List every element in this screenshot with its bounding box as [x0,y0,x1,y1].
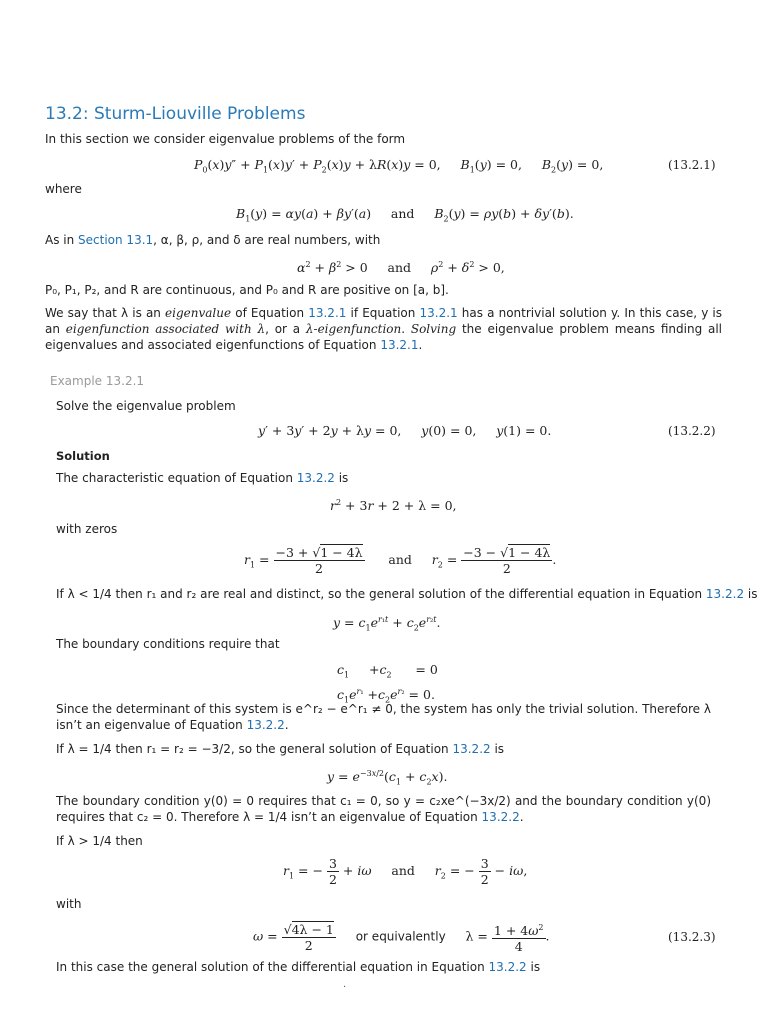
case-one-text: If λ < 1/4 then r₁ and r₂ are real and distinct, so the general solution of the differential equation in Equation 13.2.2 is [56,587,758,601]
equation-13-2-2: y′ + 3y′ + 2y + λy = 0, y(0) = 0, y(1) = 0. [258,423,552,438]
eq-13-2-1-link-a[interactable]: 13.2.1 [308,306,347,320]
as-in-text [45,232,380,248]
equation-number-1: (13.2.1) [668,158,716,172]
as-in-suffix: , α, β, ρ, and δ are real numbers, with [153,233,381,247]
equation-13-2-3: ω = $\frac{√4\lambda - 1}{2}$ or equivalently λ = $\frac{1 + 4\omega^2}{4}$ . [253,921,550,955]
equation-number-2: (13.2.2) [668,424,716,438]
section-13-1-link[interactable]: Section 13.1 [78,233,154,247]
last-paragraph: In this case the general solution of the differential equation in Equation 13.2.2 is [56,960,541,974]
intro-text: In this section we consider eigenvalue problems of the form [45,132,406,146]
page-title: 13.2: Sturm-Liouville Problems [45,104,306,124]
general-solution-repeated: $y = e^{-3x/2}(c_1 + c_2x)$. [327,769,448,787]
solution-heading: Solution [56,449,110,463]
definition-paragraph: We say that λ is an eigenvalue of Equation 13.2.1 if Equation 13.2.1 has a nontrivial solution y. In this case, y is an eigenfunction associated with λ, or a λ-eigenfunction. Solving the eigenvalue problem means finding all eigenvalues and associated eigenfunctions of Equation 13.2.1. [45,306,723,352]
eq-13-2-1-link-c[interactable]: 13.2.1 [380,338,419,352]
with-zeros-text: with zeros [56,522,118,536]
with-text: with [56,897,82,911]
boundary-system: $c_1$ $+c_2$ = 0 $c_1e^{r_1} +c_2e^{r_2} = 0$. [337,662,438,705]
case-three-text: If λ > 1/4 then [56,834,143,848]
as-in-prefix: As in [45,233,79,247]
equation-13-2-1: $P_0(x)y'' + P_1(x)y' + P_2(x)y + \lambda R(x)y = 0$, $B_1(y) = 0$, $B_2(y) = 0$, [194,157,604,175]
boundary-require-text: The boundary conditions require that [56,637,280,651]
eq-13-2-2-link-b[interactable]: 13.2.2 [705,587,745,601]
example-label: Example 13.2.1 [50,374,145,388]
solve-text: Solve the eigenvalue problem [56,399,236,413]
characteristic-equation: $r^2 + 3r + 2 + \lambda = 0$, [330,498,457,514]
continuity-text: P₀, P₁, P₂, and R are continuous, and P₀ and R are positive on [a, b]. [45,283,449,297]
where-text: where [45,182,82,196]
eq-13-2-2-link-d[interactable]: 13.2.2 [452,742,491,756]
eq-13-2-2-link-a[interactable]: 13.2.2 [296,471,335,485]
eq-13-2-1-link-b[interactable]: 13.2.1 [419,306,458,320]
boundary-operators-equation: $B_1(y) = \alpha y(a) + \beta y'(a)$ and $B_2(y) = \rho y(b) + \delta y'(b)$. [236,206,574,224]
case-two-text: If λ = 1/4 then r₁ = r₂ = −3/2, so the general solution of Equation 13.2.2 is [56,742,505,756]
eq-13-2-2-link-c[interactable]: 13.2.2 [246,718,285,732]
page-footer-dot: · [343,982,347,993]
roots-equation: $r_1$ = $\frac{-3 + √1 - 4\lambda}{2}$ and $r_2$ = $\frac{-3 - √1 - 4\lambda}{2}$ . [244,545,557,576]
determinant-paragraph: Since the determinant of this system is e^r₂ − e^r₁ ≠ 0, the system has only the trivial solution. Therefore λ isn’t an eigenvalue of Equation 13.2.2. [56,702,711,732]
characteristic-text: The characteristic equation of Equation 13.2.2 is [56,471,349,485]
boundary-condition-paragraph: The boundary condition y(0) = 0 requires that c₁ = 0, so y = c₂xe^(−3x/2) and the boundary condition y(0) requires that c₂ = 0. Therefore λ = 1/4 isn’t an eigenvalue of Equation 13.2.2. [56,794,711,824]
eq-13-2-2-link-e[interactable]: 13.2.2 [481,810,520,824]
complex-roots-equation: $r_1$ = − $\frac{3}{2}$ + iω and $r_2$ = − $\frac{3}{2}$ − iω, [283,856,528,887]
general-solution-distinct: $y = c_1e^{r_1t} + c_2e^{r_2t}$. [333,615,441,633]
eq-13-2-2-link-f[interactable]: 13.2.2 [488,960,527,974]
equation-number-3: (13.2.3) [668,930,716,944]
positivity-condition: $\alpha^2 + \beta^2 > 0$ and $\rho^2 + \delta^2 > 0$, [297,260,505,276]
